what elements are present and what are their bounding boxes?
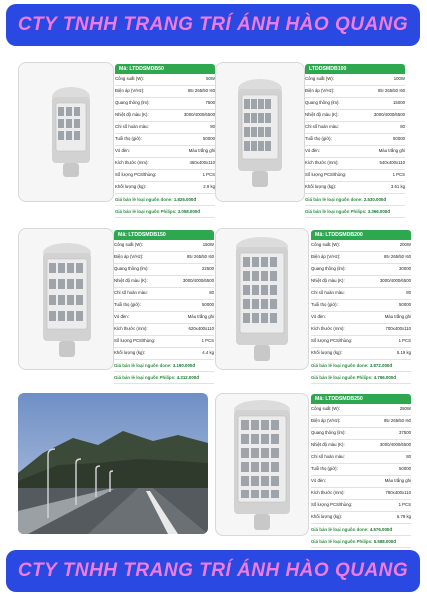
company-name: CTY TNHH TRANG TRÍ ÁNH HÀO QUANG bbox=[17, 14, 409, 35]
price-philips: Giá bán lẻ loại nguồn Philips: 3.058.000đ bbox=[115, 206, 215, 218]
spec-row: Số lượng PCS/thùng: 1 PCS bbox=[305, 170, 405, 182]
company-name: CTY TNHH TRANG TRÍ ÁNH HÀO QUANG bbox=[17, 560, 409, 581]
spec-row: Quang thông (lm): 30000 bbox=[311, 264, 411, 276]
spec-row: Tuổi thọ (giờ): 50000 bbox=[115, 134, 215, 146]
spec-card-250w bbox=[311, 394, 411, 548]
spec-row: Quang thông (lm): 22500 bbox=[114, 264, 214, 276]
spec-row: Chỉ số hoàn màu: 80 bbox=[114, 288, 214, 300]
spec-row: Chỉ số hoàn màu: 80 bbox=[305, 122, 405, 134]
spec-row: Kích thước (mm): 540x400x110 bbox=[305, 158, 405, 170]
spec-row: Vỏ đèn: Màu trắng ghi bbox=[114, 312, 214, 324]
spec-row: Quang thông (lm): 37500 bbox=[311, 428, 411, 440]
spec-row: Số lượng PCS/thùng: 1 PCS bbox=[114, 336, 214, 348]
spec-row: Nhiệt độ màu (K): 3000/4000/6500 bbox=[311, 276, 411, 288]
spec-row: Quang thông (lm): 15000 bbox=[305, 98, 405, 110]
spec-row: Nhiệt độ màu (K): 3000/4000/6500 bbox=[114, 276, 214, 288]
spec-row: Điện áp (V/Hz): 85↑265/50↑60 bbox=[311, 416, 411, 428]
price-philips: Giá bán lẻ loại nguồn Philips: 4.796.000đ bbox=[311, 372, 411, 384]
street-lamp-icon bbox=[232, 398, 292, 532]
spec-row: Chỉ số hoàn màu: 80 bbox=[311, 452, 411, 464]
spec-row: Điện áp (V/Hz): 85↑265/50↑60 bbox=[114, 252, 214, 264]
spec-row: Công suất (W): 150W bbox=[114, 240, 214, 252]
road-photo bbox=[18, 393, 208, 534]
spec-card-50w bbox=[115, 64, 215, 218]
spec-row: Công suất (W): 250W bbox=[311, 404, 411, 416]
spec-row: Khối lượng (kg): 3.61 kg bbox=[305, 182, 405, 194]
price-philips: Giá bán lẻ loại nguồn Philips: 3.366.000đ bbox=[305, 206, 405, 218]
spec-row: Nhiệt độ màu (K): 3000/4000/6500 bbox=[305, 110, 405, 122]
spec-row: Nhiệt độ màu (K): 3000/4000/6500 bbox=[311, 440, 411, 452]
spec-row: Điện áp (V/Hz): 85↑265/50↑60 bbox=[311, 252, 411, 264]
product-code: LTDDSMDB100 bbox=[305, 64, 405, 74]
product-image-250w bbox=[215, 393, 309, 536]
spec-row: Nhiệt độ màu (K): 3000/4000/6500 bbox=[115, 110, 215, 122]
price-philips: Giá bán lẻ loại nguồn Philips: 5.588.000đ bbox=[311, 536, 411, 548]
spec-row: Vỏ đèn: Màu trắng ghi bbox=[311, 312, 411, 324]
spec-row: Vỏ đèn: Màu trắng ghi bbox=[305, 146, 405, 158]
spec-row: Chỉ số hoàn màu: 80 bbox=[311, 288, 411, 300]
spec-row: Khối lượng (kg): 4.4 kg bbox=[114, 348, 214, 360]
spec-row: Khối lượng (kg): 5.19 kg bbox=[311, 348, 411, 360]
spec-row: Tuổi thọ (giờ): 50000 bbox=[305, 134, 405, 146]
spec-row: Quang thông (lm): 7500 bbox=[115, 98, 215, 110]
price-standard: Giá bán lẻ loại nguồn done: 3.190.000đ bbox=[114, 360, 214, 372]
spec-row: Số lượng PCS/thùng: 1 PCS bbox=[115, 170, 215, 182]
product-image-50w bbox=[18, 62, 114, 202]
product-code: Mã: LTDDSMDB200 bbox=[311, 230, 411, 240]
product-code: Mã: LTDDSMDB50 bbox=[115, 64, 215, 74]
spec-row: Số lượng PCS/thùng: 1 PCS bbox=[311, 336, 411, 348]
spec-card-200w bbox=[311, 230, 411, 384]
product-image-200w bbox=[215, 228, 309, 370]
street-lamp-icon bbox=[41, 241, 93, 359]
spec-row: Tuổi thọ (giờ): 50000 bbox=[311, 300, 411, 312]
spec-row: Vỏ đèn: Màu trắng ghi bbox=[115, 146, 215, 158]
header-banner bbox=[6, 4, 420, 46]
footer-banner bbox=[6, 550, 420, 592]
spec-row: Tuổi thọ (giờ): 50000 bbox=[311, 464, 411, 476]
spec-row: Chỉ số hoàn màu: 80 bbox=[115, 122, 215, 134]
spec-row: Kích thước (mm): 780x400x110 bbox=[311, 488, 411, 500]
product-code: Mã: LTDDSMDB250 bbox=[311, 394, 411, 404]
spec-row: Công suất (W): 100W bbox=[305, 74, 405, 86]
street-lamp-icon bbox=[236, 77, 284, 189]
street-lamp-icon bbox=[49, 85, 93, 179]
road-scene-image bbox=[18, 393, 208, 534]
spec-row: Điện áp (V/Hz): 85↑265/50↑60 bbox=[305, 86, 405, 98]
spec-row: Công suất (W): 200W bbox=[311, 240, 411, 252]
spec-card-100w bbox=[305, 64, 405, 218]
spec-row: Công suất (W): 50W bbox=[115, 74, 215, 86]
spec-row: Kích thước (mm): 700x400x110 bbox=[311, 324, 411, 336]
spec-row: Khối lượng (kg): 2.9 kg bbox=[115, 182, 215, 194]
price-philips: Giá bán lẻ loại nguồn Philips: 4.312.000đ bbox=[114, 372, 214, 384]
street-lamp-icon bbox=[234, 235, 290, 363]
product-code: Mã: LTDDSMDB150 bbox=[114, 230, 214, 240]
product-image-150w bbox=[18, 228, 114, 370]
spec-row: Vỏ đèn: Màu trắng ghi bbox=[311, 476, 411, 488]
spec-row: Điện áp (V/Hz): 85↑265/50↑60 bbox=[115, 86, 215, 98]
spec-card-150w bbox=[114, 230, 214, 384]
product-image-100w bbox=[215, 62, 305, 202]
price-standard: Giá bán lẻ loại nguồn done: 1.826.000đ bbox=[115, 194, 215, 206]
price-standard: Giá bán lẻ loại nguồn done: 2.530.000đ bbox=[305, 194, 405, 206]
spec-row: Kích thước (mm): 620x400x110 bbox=[114, 324, 214, 336]
price-standard: Giá bán lẻ loại nguồn done: 3.872.000đ bbox=[311, 360, 411, 372]
spec-row: Khối lượng (kg): 6.79 kg bbox=[311, 512, 411, 524]
spec-row: Tuổi thọ (giờ): 50000 bbox=[114, 300, 214, 312]
spec-row: Số lượng PCS/thùng: 1 PCS bbox=[311, 500, 411, 512]
price-standard: Giá bán lẻ loại nguồn done: 4.576.000đ bbox=[311, 524, 411, 536]
spec-row: Kích thước (mm): 460x400x110 bbox=[115, 158, 215, 170]
